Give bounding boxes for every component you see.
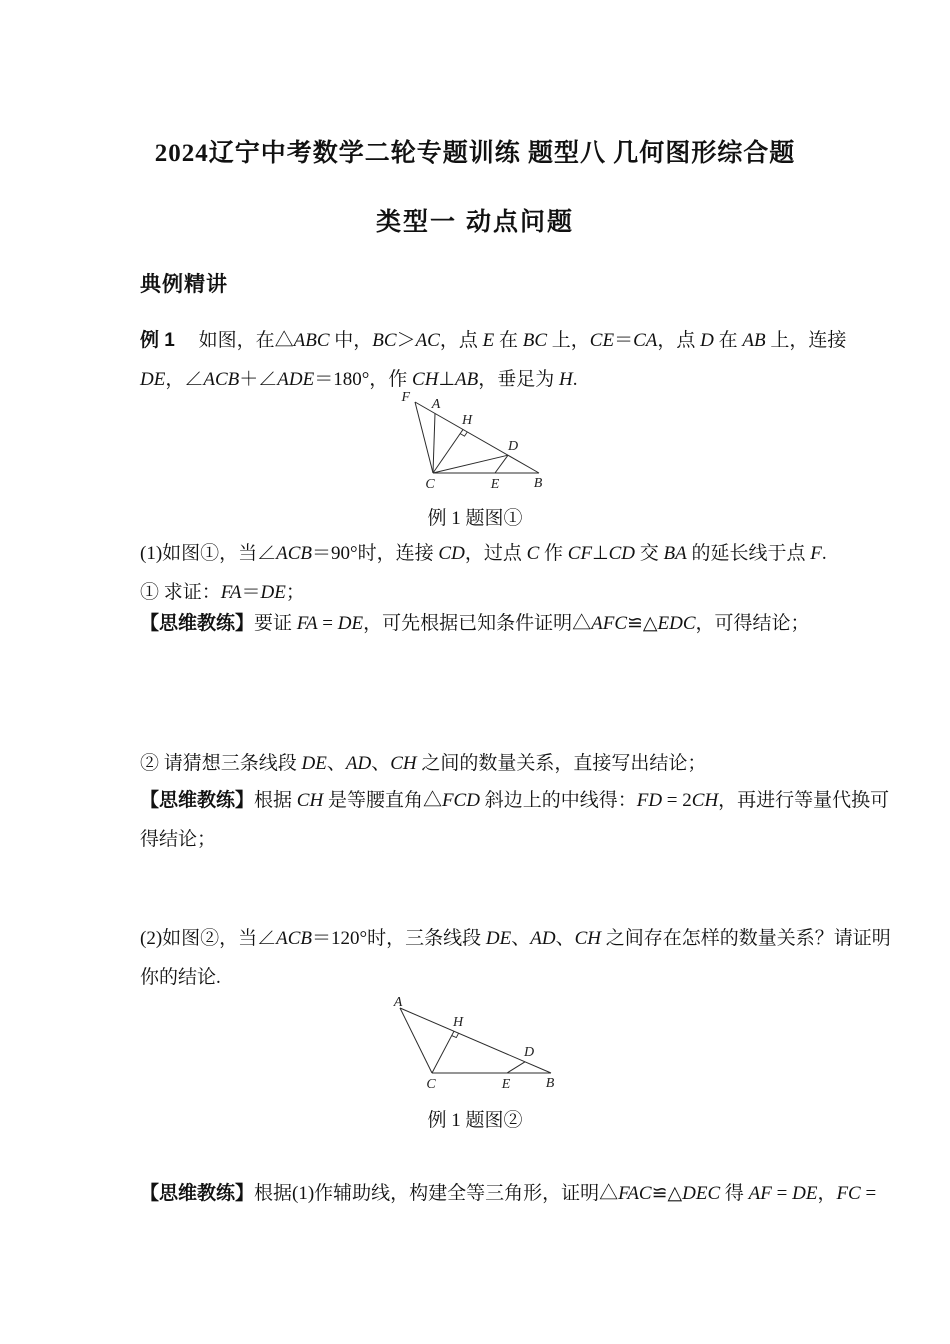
coach-note-2-line-1 — [140, 788, 889, 814]
text-segment: E — [482, 330, 495, 351]
text-segment: 上， — [547, 330, 590, 351]
fig1-label-D: D — [507, 439, 519, 454]
text-segment: CA — [633, 330, 658, 351]
text-segment: CH — [296, 790, 324, 811]
text-segment: ADE — [277, 369, 315, 390]
fig2-line-AC — [400, 1008, 432, 1073]
figure-1-caption: 例 1 题图① — [427, 508, 523, 529]
fig1-label-C: C — [425, 477, 435, 492]
text-segment: AF — [748, 1183, 772, 1204]
text-segment: CH — [390, 753, 417, 774]
text-segment: = — [317, 613, 338, 634]
text-segment: ACB — [276, 543, 313, 564]
text-segment: 、 — [326, 753, 346, 774]
text-segment: = — [771, 1183, 793, 1204]
text-segment: CH — [412, 369, 439, 390]
text-segment: ＋∠ — [239, 369, 278, 390]
text-segment: AC — [415, 330, 440, 351]
question-2-line-1 — [140, 926, 891, 952]
text-segment: DEC — [682, 1183, 721, 1204]
fig1-label-A: A — [431, 397, 441, 412]
text-segment: ≌△ — [627, 613, 658, 634]
text-segment: 中， — [329, 330, 373, 351]
text-segment: 、 — [511, 928, 531, 949]
text-segment: ＞ — [396, 330, 416, 351]
text-segment: 之间存在怎样的数量关系？请证明 — [601, 928, 891, 949]
fig2-line-DE — [507, 1062, 525, 1073]
text-segment: FA — [220, 582, 242, 603]
text-segment: 根据(1)作辅助线，构建全等三角形，证明△ — [254, 1183, 619, 1204]
fig1-line-AC — [433, 413, 435, 473]
text-segment: DE — [260, 582, 286, 603]
page-title: 2024辽宁中考数学二轮专题训练 题型八 几何图形综合题 — [154, 140, 796, 167]
text-segment: ＝180°，作 — [314, 369, 413, 390]
text-segment: BC — [372, 330, 397, 351]
text-segment: DE — [337, 613, 364, 634]
text-segment: ，可得结论； — [695, 613, 810, 634]
text-segment: = — [860, 1183, 877, 1204]
text-segment: CD — [438, 543, 465, 564]
fig1-label-F: F — [401, 390, 410, 405]
text-segment: 的延长线于点 — [686, 543, 811, 564]
text-segment: ≌△ — [651, 1183, 683, 1204]
text-segment: 要证 — [254, 613, 297, 634]
text-segment: AD — [530, 928, 556, 949]
text-segment: 是等腰直角△ — [323, 790, 442, 811]
text-segment: ABC — [293, 330, 330, 351]
geometry-figure-2 — [388, 997, 570, 1099]
text-segment: . — [572, 369, 578, 390]
text-segment: C — [526, 543, 540, 564]
text-segment: ＝120°时，三条线段 — [312, 928, 486, 949]
fig2-label-B: B — [545, 1076, 555, 1091]
question-1-sub-1 — [140, 580, 305, 606]
text-segment: 交 — [635, 543, 664, 564]
text-segment: 你的结论. — [140, 967, 221, 988]
text-segment: 作 — [539, 543, 568, 564]
fig1-label-E: E — [490, 477, 500, 492]
text-segment: 、 — [555, 928, 575, 949]
text-segment: BA — [663, 543, 687, 564]
text-segment: CD — [608, 543, 636, 564]
text-segment: CH — [574, 928, 601, 949]
coach-note-3 — [140, 1181, 876, 1207]
text-segment: 在 — [494, 330, 523, 351]
text-segment: FA — [296, 613, 318, 634]
text-segment: ，过点 — [464, 543, 527, 564]
text-segment: FC — [836, 1183, 861, 1204]
text-segment: FD — [636, 790, 663, 811]
text-segment: CE — [589, 330, 615, 351]
text-segment: FCD — [441, 790, 480, 811]
text-segment: ＝ — [614, 330, 634, 351]
text-segment: DE — [140, 369, 166, 390]
text-segment: ，再进行等量代换可 — [718, 790, 890, 811]
text-segment: 之间的数量关系，直接写出结论； — [416, 753, 707, 774]
text-segment: 在 — [713, 330, 743, 351]
fig2-label-A: A — [393, 997, 403, 1010]
text-segment: ，点 — [439, 330, 483, 351]
text-segment: 如图，在△ — [174, 330, 294, 351]
text-segment: ＝90°时，连接 — [312, 543, 439, 564]
fig2-label-D: D — [523, 1045, 535, 1060]
fig1-label-H: H — [461, 413, 473, 428]
geometry-figure-1 — [388, 389, 563, 497]
fig1-label-B: B — [533, 476, 543, 491]
text-segment: ， — [817, 1183, 837, 1204]
text-segment: 【思维教练】 — [140, 613, 255, 634]
text-segment: DE — [301, 753, 327, 774]
question-2-line-2 — [140, 965, 221, 991]
fig2-label-C: C — [426, 1077, 436, 1092]
text-segment: FAC — [618, 1183, 652, 1204]
text-segment: ① 求证： — [140, 582, 221, 603]
text-segment: ⊥ — [438, 369, 456, 390]
text-segment: AD — [345, 753, 372, 774]
text-segment: ，垂足为 — [478, 369, 559, 390]
text-segment: (1)如图①，当∠ — [140, 543, 277, 564]
text-segment: AFC — [591, 613, 627, 634]
text-segment: 例 1 — [140, 330, 175, 351]
coach-note-1 — [140, 611, 810, 637]
text-segment: AB — [742, 330, 766, 351]
text-segment: ② 请猜想三条线段 — [140, 753, 302, 774]
fig2-label-H: H — [452, 1015, 464, 1030]
text-segment: ＝ — [241, 582, 261, 603]
text-segment: . — [821, 543, 827, 564]
text-segment: ⊥ — [592, 543, 609, 564]
section-heading: 典例精讲 — [140, 273, 228, 296]
text-segment: AB — [455, 369, 479, 390]
text-segment: ACB — [276, 928, 313, 949]
text-segment: (2)如图②，当∠ — [140, 928, 277, 949]
text-segment: F — [810, 543, 822, 564]
question-1-sub-2 — [140, 751, 706, 777]
text-segment: 根据 — [254, 790, 297, 811]
text-segment: = 2 — [662, 790, 692, 811]
text-segment: ，∠ — [165, 369, 204, 390]
text-segment: 上，连接 — [765, 330, 847, 351]
fig2-line-AB — [400, 1008, 551, 1073]
text-segment: EDC — [657, 613, 696, 634]
text-segment: H — [559, 369, 573, 390]
text-segment: DE — [792, 1183, 818, 1204]
text-segment: DE — [485, 928, 512, 949]
text-segment: ，可先根据已知条件证明△ — [363, 613, 592, 634]
text-segment: 【思维教练】 — [140, 790, 255, 811]
coach-note-2-line-2 — [140, 827, 216, 853]
text-segment: 斜边上的中线得： — [479, 790, 637, 811]
text-segment: ； — [285, 582, 305, 603]
fig1-line-FC — [415, 402, 433, 473]
text-segment: 【思维教练】 — [140, 1183, 255, 1204]
text-segment: 、 — [371, 753, 391, 774]
page-subtitle: 类型一 动点问题 — [376, 208, 574, 236]
text-segment: 得 — [720, 1183, 749, 1204]
text-segment: 得结论； — [140, 829, 217, 850]
text-segment: ，点 — [657, 330, 701, 351]
fig2-label-E: E — [501, 1077, 511, 1092]
text-segment: CH — [691, 790, 719, 811]
question-1-line — [140, 541, 827, 567]
figure-2-caption: 例 1 题图② — [427, 1110, 523, 1131]
text-segment: BC — [522, 330, 548, 351]
fig2-line-CH — [432, 1031, 454, 1073]
text-segment: ACB — [203, 369, 240, 390]
text-segment: D — [700, 330, 714, 351]
text-segment: CF — [567, 543, 593, 564]
problem-intro-line-1 — [140, 328, 846, 354]
